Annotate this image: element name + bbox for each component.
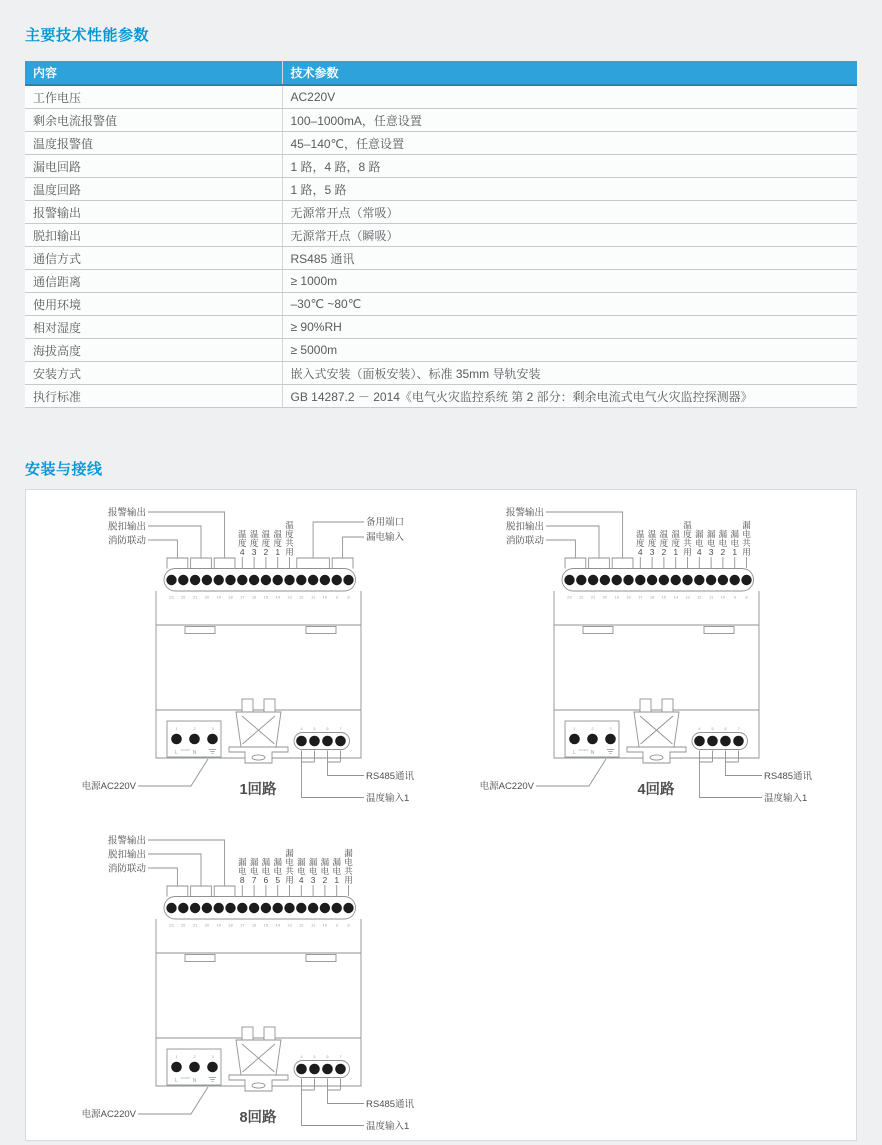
- terminal-dot: [190, 575, 200, 585]
- terminal-dot: [225, 575, 235, 585]
- table-header-row: [25, 61, 857, 85]
- svg-text:19: 19: [614, 594, 619, 600]
- svg-text:备用端口: 备用端口: [366, 517, 405, 528]
- terminal-dot: [309, 736, 320, 747]
- param-name-cell: 使用环境: [25, 293, 282, 316]
- svg-text:5: 5: [711, 726, 714, 731]
- terminal-dot: [320, 575, 330, 585]
- mounting-slot: [185, 955, 215, 962]
- param-name-cell: 安装方式: [25, 362, 282, 385]
- svg-text:脱扣输出: 脱扣输出: [505, 521, 544, 533]
- svg-text:18: 18: [228, 922, 233, 928]
- svg-text:4: 4: [698, 726, 701, 731]
- svg-text:23: 23: [567, 594, 572, 600]
- table-header-cell: 技术参数: [282, 61, 857, 85]
- wiring-diagram-svg: [68, 500, 433, 812]
- mounting-slot: [306, 627, 336, 634]
- mounting-slot: [185, 627, 215, 634]
- svg-text:N: N: [590, 750, 595, 756]
- terminal-dot: [605, 734, 616, 745]
- svg-text:漏电共用: 漏电共用: [742, 520, 751, 557]
- comm-terminals: [294, 1054, 415, 1132]
- svg-text:消防联动: 消防联动: [107, 535, 146, 547]
- terminal-dot: [707, 736, 718, 747]
- svg-text:漏电5: 漏电 5: [273, 857, 282, 885]
- din-rail-clip: [229, 1027, 288, 1091]
- terminal-dot: [588, 575, 598, 585]
- param-name-cell: 通信方式: [25, 247, 282, 270]
- svg-text:19: 19: [216, 922, 221, 928]
- params-table-head: [25, 61, 857, 85]
- param-name-cell: 海拔高度: [25, 339, 282, 362]
- svg-text:17: 17: [638, 594, 643, 600]
- svg-text:AC220V: AC220V: [180, 1076, 191, 1080]
- param-name-cell: 工作电压: [25, 85, 282, 109]
- svg-text:N: N: [192, 1078, 197, 1084]
- svg-text:16: 16: [251, 594, 257, 600]
- svg-text:漏电3: 漏电 3: [308, 857, 318, 885]
- svg-text:13: 13: [685, 594, 690, 600]
- svg-text:漏电4: 漏电 4: [695, 529, 704, 557]
- terminal-dot: [322, 736, 333, 747]
- svg-text:漏电7: 漏电 7: [249, 857, 259, 885]
- wiring-diagram-svg: [68, 828, 433, 1140]
- table-row: [25, 201, 857, 224]
- terminal-dot: [202, 903, 212, 913]
- svg-text:21: 21: [192, 922, 198, 928]
- svg-text:16: 16: [649, 594, 655, 600]
- terminal-dot: [207, 734, 218, 745]
- svg-text:3: 3: [609, 726, 612, 731]
- comm-terminals: [294, 726, 415, 804]
- svg-text:17: 17: [240, 922, 245, 928]
- param-name-cell: 相对湿度: [25, 316, 282, 339]
- left-labels: [506, 507, 633, 569]
- svg-text:5: 5: [313, 1054, 316, 1059]
- terminal-dot: [332, 903, 342, 913]
- terminal-dot: [612, 575, 622, 585]
- din-rail-clip: [229, 699, 288, 763]
- wiring-panel: [25, 489, 857, 1141]
- svg-text:8: 8: [347, 594, 350, 600]
- terminal-dot: [225, 903, 235, 913]
- terminal-dot: [320, 903, 330, 913]
- svg-text:15: 15: [263, 594, 269, 600]
- svg-text:温度输入1: 温度输入1: [366, 1121, 410, 1132]
- terminal-dot: [296, 736, 307, 747]
- mounting-slot: [583, 627, 613, 634]
- terminal-dot: [587, 734, 598, 745]
- svg-text:9: 9: [335, 922, 338, 928]
- svg-text:23: 23: [169, 594, 174, 600]
- svg-text:L: L: [175, 750, 178, 756]
- diagram-caption: 4回路: [637, 782, 675, 798]
- svg-text:14: 14: [673, 594, 678, 600]
- param-value-cell: 无源常开点（瞬吸）: [282, 224, 857, 247]
- param-value-cell: –30℃ ~80℃: [282, 293, 857, 316]
- svg-text:8: 8: [347, 922, 350, 928]
- terminal-dot: [694, 575, 704, 585]
- table-row: [25, 339, 857, 362]
- terminal-dot: [249, 903, 259, 913]
- svg-text:17: 17: [240, 594, 245, 600]
- terminal-dot: [694, 736, 705, 747]
- svg-text:电源AC220V: 电源AC220V: [81, 781, 136, 792]
- svg-text:漏电3: 漏电 3: [706, 529, 716, 557]
- svg-text:5: 5: [313, 726, 316, 731]
- param-value-cell: 100–1000mA，任意设置: [282, 109, 857, 132]
- param-name-cell: 温度回路: [25, 178, 282, 201]
- svg-text:6: 6: [724, 726, 727, 731]
- table-row: [25, 247, 857, 270]
- svg-text:18: 18: [626, 594, 631, 600]
- svg-text:6: 6: [326, 726, 329, 731]
- svg-text:温度2: 温度 2: [261, 529, 271, 557]
- terminal-dot: [171, 734, 182, 745]
- svg-text:L: L: [175, 1078, 178, 1084]
- terminal-dot: [261, 903, 271, 913]
- param-value-cell: GB 14287.2 － 2014《电气火灾监控系统 第 2 部分：剩余电流式电气火灾监控探测器》: [282, 385, 857, 408]
- power-terminals: [82, 1049, 221, 1120]
- svg-text:消防联动: 消防联动: [505, 535, 544, 547]
- table-row: [25, 178, 857, 201]
- svg-text:漏电4: 漏电 4: [297, 857, 306, 885]
- svg-text:电源AC220V: 电源AC220V: [81, 1109, 136, 1120]
- svg-text:报警输出: 报警输出: [107, 835, 146, 847]
- param-name-cell: 通信距离: [25, 270, 282, 293]
- svg-text:2: 2: [193, 726, 196, 731]
- terminal-dot: [296, 903, 306, 913]
- param-value-cell: ≥ 90%RH: [282, 316, 857, 339]
- wiring-diagram-8-circuit: [68, 828, 433, 1140]
- svg-text:RS485通讯: RS485通讯: [366, 1099, 415, 1110]
- terminal-dot: [343, 575, 353, 585]
- din-rail-clip: [627, 699, 686, 763]
- svg-text:7: 7: [339, 726, 342, 731]
- svg-text:L: L: [573, 750, 576, 756]
- svg-text:1: 1: [175, 726, 178, 731]
- params-table-body: [25, 85, 857, 408]
- param-name-cell: 温度报警值: [25, 132, 282, 155]
- svg-text:温度4: 温度 4: [238, 529, 247, 557]
- svg-text:报警输出: 报警输出: [107, 507, 146, 519]
- terminal-dot: [564, 575, 574, 585]
- terminal-dot: [600, 575, 610, 585]
- svg-text:10: 10: [322, 922, 328, 928]
- svg-text:4: 4: [300, 1054, 303, 1059]
- mounting-slot: [704, 627, 734, 634]
- param-value-cell: 1 路，5 路: [282, 178, 857, 201]
- svg-text:7: 7: [737, 726, 740, 731]
- wiring-diagram-1-circuit: [68, 500, 433, 812]
- svg-text:11: 11: [311, 922, 316, 928]
- left-labels: [108, 835, 235, 897]
- svg-text:18: 18: [228, 594, 233, 600]
- terminal-dot: [741, 575, 751, 585]
- terminal-dot: [273, 575, 283, 585]
- diagram-caption: 1回路: [239, 782, 277, 798]
- svg-text:9: 9: [335, 594, 338, 600]
- svg-text:10: 10: [322, 594, 328, 600]
- svg-text:温度共用: 温度共用: [285, 520, 294, 557]
- table-row: [25, 316, 857, 339]
- terminal-dot: [332, 575, 342, 585]
- terminal-dot: [273, 903, 283, 913]
- comm-terminals: [692, 726, 813, 804]
- section-title-wiring: 安装与接线: [25, 461, 103, 478]
- svg-text:RS485通讯: RS485通讯: [764, 771, 813, 782]
- param-name-cell: 剩余电流报警值: [25, 109, 282, 132]
- svg-text:12: 12: [697, 594, 702, 600]
- svg-text:温度共用: 温度共用: [683, 520, 692, 557]
- terminal-dot: [178, 903, 188, 913]
- svg-text:14: 14: [275, 594, 280, 600]
- svg-text:漏电输入: 漏电输入: [366, 532, 405, 543]
- param-name-cell: 脱扣输出: [25, 224, 282, 247]
- terminal-dot: [322, 1064, 333, 1075]
- mounting-slot: [306, 955, 336, 962]
- terminal-dot: [706, 575, 716, 585]
- param-value-cell: ≥ 5000m: [282, 339, 857, 362]
- svg-text:12: 12: [299, 594, 304, 600]
- terminal-dot: [178, 575, 188, 585]
- svg-text:16: 16: [251, 922, 257, 928]
- terminal-dot: [720, 736, 731, 747]
- input-column-labels: [238, 848, 353, 896]
- terminal-strip: [562, 569, 754, 600]
- param-value-cell: RS485 通讯: [282, 247, 857, 270]
- table-header-cell: 内容: [25, 61, 282, 85]
- svg-text:8: 8: [745, 594, 748, 600]
- terminal-dot: [207, 1062, 218, 1073]
- terminal-dot: [202, 575, 212, 585]
- terminal-dot: [308, 903, 318, 913]
- svg-text:23: 23: [169, 922, 174, 928]
- table-row: [25, 362, 857, 385]
- terminal-dot: [166, 903, 176, 913]
- param-name-cell: 执行标准: [25, 385, 282, 408]
- terminal-dot: [335, 1064, 346, 1075]
- terminal-dot: [284, 575, 294, 585]
- table-row: [25, 224, 857, 247]
- svg-text:2: 2: [193, 1054, 196, 1059]
- section-title-params: 主要技术性能参数: [25, 27, 150, 44]
- svg-text:漏电共用: 漏电共用: [344, 848, 353, 885]
- wiring-diagram-4-circuit: [466, 500, 831, 812]
- diagram-caption: 8回路: [239, 1110, 277, 1126]
- terminal-dot: [671, 575, 681, 585]
- param-name-cell: 漏电回路: [25, 155, 282, 178]
- svg-text:RS485通讯: RS485通讯: [366, 771, 415, 782]
- svg-text:14: 14: [275, 922, 280, 928]
- terminal-dot: [261, 575, 271, 585]
- table-row: [25, 270, 857, 293]
- terminal-dot: [682, 575, 692, 585]
- svg-text:N: N: [192, 750, 197, 756]
- svg-text:7: 7: [339, 1054, 342, 1059]
- svg-text:20: 20: [204, 922, 210, 928]
- svg-text:10: 10: [720, 594, 726, 600]
- svg-text:19: 19: [216, 594, 221, 600]
- svg-text:温度2: 温度 2: [659, 529, 669, 557]
- svg-text:温度1: 温度 1: [671, 529, 680, 557]
- terminal-dot: [635, 575, 645, 585]
- svg-text:6: 6: [326, 1054, 329, 1059]
- svg-text:12: 12: [299, 922, 304, 928]
- svg-text:漏电1: 漏电 1: [730, 529, 739, 557]
- terminal-dot: [343, 903, 353, 913]
- svg-text:9: 9: [733, 594, 736, 600]
- terminal-dot: [214, 575, 224, 585]
- svg-text:电源AC220V: 电源AC220V: [479, 781, 534, 792]
- svg-text:15: 15: [263, 922, 269, 928]
- table-row: [25, 109, 857, 132]
- svg-text:22: 22: [579, 594, 584, 600]
- svg-text:11: 11: [709, 594, 714, 600]
- svg-text:漏电共用: 漏电共用: [285, 848, 294, 885]
- svg-text:21: 21: [590, 594, 596, 600]
- terminal-dot: [189, 1062, 200, 1073]
- terminal-dot: [718, 575, 728, 585]
- terminal-dot: [171, 1062, 182, 1073]
- svg-text:漏电2: 漏电 2: [718, 529, 728, 557]
- svg-text:消防联动: 消防联动: [107, 863, 146, 875]
- svg-text:15: 15: [661, 594, 667, 600]
- table-row: [25, 132, 857, 155]
- svg-text:AC220V: AC220V: [578, 748, 589, 752]
- param-value-cell: ≥ 1000m: [282, 270, 857, 293]
- svg-text:13: 13: [287, 922, 292, 928]
- terminal-dot: [237, 575, 247, 585]
- svg-text:温度输入1: 温度输入1: [764, 793, 808, 804]
- terminal-dot: [284, 903, 294, 913]
- svg-text:脱扣输出: 脱扣输出: [107, 521, 146, 533]
- terminal-dot: [190, 903, 200, 913]
- svg-text:漏电8: 漏电 8: [238, 857, 247, 885]
- svg-text:AC220V: AC220V: [180, 748, 191, 752]
- svg-text:温度3: 温度 3: [249, 529, 259, 557]
- svg-text:漏电2: 漏电 2: [320, 857, 330, 885]
- terminal-dot: [296, 1064, 307, 1075]
- terminal-dot: [335, 736, 346, 747]
- table-row: [25, 155, 857, 178]
- param-value-cell: AC220V: [282, 85, 857, 109]
- table-row: [25, 385, 857, 408]
- svg-text:1: 1: [175, 1054, 178, 1059]
- terminal-dot: [214, 903, 224, 913]
- svg-text:温度4: 温度 4: [636, 529, 645, 557]
- svg-text:温度1: 温度 1: [273, 529, 282, 557]
- wiring-diagram-svg: [466, 500, 831, 812]
- svg-text:20: 20: [602, 594, 608, 600]
- terminal-dot: [309, 1064, 320, 1075]
- param-value-cell: 嵌入式安装（面板安装）、标准 35mm 导轨安装: [282, 362, 857, 385]
- terminal-dot: [189, 734, 200, 745]
- svg-text:22: 22: [181, 594, 186, 600]
- param-value-cell: 1 路，4 路，8 路: [282, 155, 857, 178]
- terminal-dot: [249, 575, 259, 585]
- svg-text:11: 11: [311, 594, 316, 600]
- terminal-strip: [164, 569, 356, 600]
- table-row: [25, 293, 857, 316]
- svg-text:21: 21: [192, 594, 198, 600]
- svg-text:2: 2: [591, 726, 594, 731]
- svg-text:3: 3: [211, 726, 214, 731]
- terminal-dot: [308, 575, 318, 585]
- svg-text:报警输出: 报警输出: [505, 507, 544, 519]
- input-column-labels: [636, 520, 751, 568]
- terminal-dot: [733, 736, 744, 747]
- param-value-cell: 45–140℃，任意设置: [282, 132, 857, 155]
- param-value-cell: 无源常开点（常吸）: [282, 201, 857, 224]
- svg-text:温度3: 温度 3: [647, 529, 657, 557]
- power-terminals: [480, 721, 619, 792]
- svg-text:漏电1: 漏电 1: [332, 857, 341, 885]
- svg-text:脱扣输出: 脱扣输出: [107, 849, 146, 861]
- svg-text:漏电6: 漏电 6: [261, 857, 271, 885]
- left-labels: [108, 507, 235, 569]
- terminal-dot: [647, 575, 657, 585]
- terminal-dot: [296, 575, 306, 585]
- svg-text:22: 22: [181, 922, 186, 928]
- right-labels: [297, 516, 405, 569]
- terminal-dot: [659, 575, 669, 585]
- input-column-labels: [238, 520, 294, 568]
- terminal-dot: [237, 903, 247, 913]
- svg-text:温度输入1: 温度输入1: [366, 793, 410, 804]
- terminal-dot: [576, 575, 586, 585]
- svg-text:1: 1: [573, 726, 576, 731]
- svg-text:20: 20: [204, 594, 210, 600]
- terminal-dot: [569, 734, 580, 745]
- table-row: [25, 85, 857, 109]
- params-table: [25, 61, 857, 408]
- param-name-cell: 报警输出: [25, 201, 282, 224]
- terminal-dot: [166, 575, 176, 585]
- svg-text:13: 13: [287, 594, 292, 600]
- svg-text:3: 3: [211, 1054, 214, 1059]
- svg-text:4: 4: [300, 726, 303, 731]
- power-terminals: [82, 721, 221, 792]
- terminal-strip: [164, 897, 356, 928]
- terminal-dot: [623, 575, 633, 585]
- terminal-dot: [730, 575, 740, 585]
